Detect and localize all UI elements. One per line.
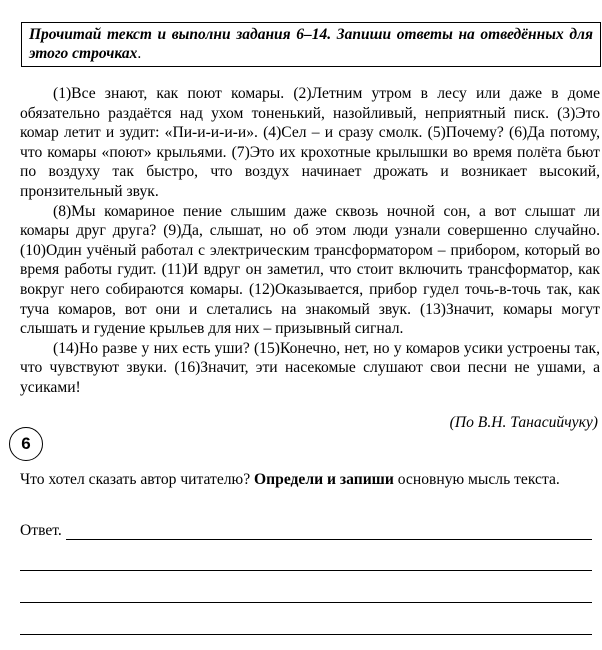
answer-line-2[interactable] xyxy=(20,570,592,571)
passage-paragraph-1: (1)Все знают, как поют комары. (2)Летним утром в лесу или даже в доме обязательно раздаётся над ухом тоненький, назойливый, неприятный писк. (3)Это комар летит и зудит: «Пи-и-и-и-и». (4)Сел – и сразу смолк. (5)Почему? (6)Да потому, что комары «поют» крыльями. (7)Это их крохотные крылышки во время полёта бьют по воздуху так быстро, что воздух начинает дрожать и возникает высокий, пронзительный звук. xyxy=(20,85,600,200)
reading-passage xyxy=(20,84,600,398)
task-number-badge: 6 xyxy=(9,427,43,461)
answer-label: Ответ. xyxy=(20,522,62,539)
question-text-end: основную мысль текста. xyxy=(393,471,560,488)
passage-paragraph-3: (14)Но разве у них есть уши? (15)Конечно, нет, но у комаров усики устроены так, что чувствуют звуки. (16)Значит, эти насекомые слушают свои песни не ушами, а усиками! xyxy=(20,339,600,396)
instruction-text: Прочитай текст и выполни задания 6–14. Запиши ответы на отведённых для этого строчках xyxy=(29,26,593,62)
answer-line-3[interactable] xyxy=(20,602,592,603)
instruction-period: . xyxy=(137,45,142,62)
instruction-box xyxy=(21,22,601,67)
answer-row xyxy=(20,521,592,540)
passage-paragraph-2: (8)Мы комариное пение слышим даже сквозь ночной сон, а вот слышат ли комары друг друга? (9)Да, слышат, но об этом люди узнали совершенно случайно. (10)Один учёный работал с электрическим трансформатором – прибором, который во время работы гудит. (11)И вдруг он заметил, что стоит включить трансформатор, как вокруг него собираются комары. (12)Оказывается, прибор гудел точь-в-точь так, как туча комаров, вот они и слетались на знакомый звук. (13)Значит, комары могут слышать и гудение крыльев для них – призывный сигнал. xyxy=(20,202,600,338)
answer-line-1[interactable] xyxy=(66,523,592,540)
passage-source: (По В.Н. Танасийчуку) xyxy=(449,414,598,431)
task-question xyxy=(20,470,598,490)
answer-line-4[interactable] xyxy=(20,634,592,635)
question-text-bold: Определи и запиши xyxy=(254,471,394,488)
question-text-start: Что хотел сказать автор читателю? xyxy=(20,471,255,488)
